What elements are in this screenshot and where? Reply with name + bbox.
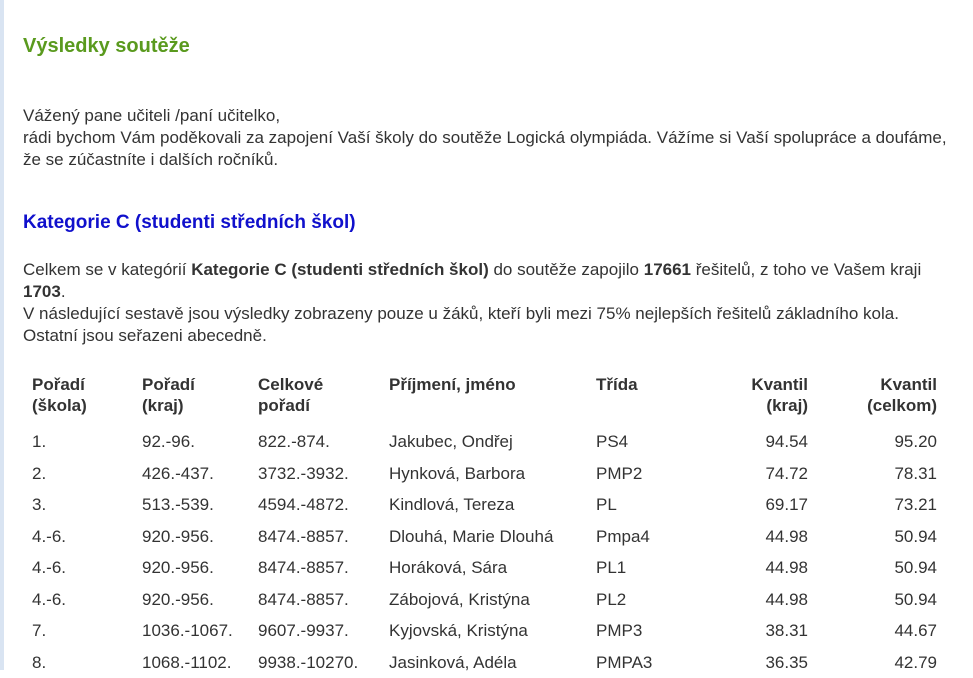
table-row — [23, 647, 946, 678]
results-body — [23, 426, 946, 678]
thanks-text: rádi bychom Vám poděkovali za zapojení Vaší školy do soutěže Logická olympiáda. Vážíme si Vaší spolupráce a doufáme, že se zúčastníte i dalších ročníků. — [23, 128, 947, 169]
cell-name: Dlouhá, Marie Dlouhá — [380, 521, 587, 553]
cell-quantile-total: 50.94 — [817, 521, 946, 553]
category-heading: Kategorie C (studenti středních škol) — [23, 212, 356, 234]
cell-quantile-total: 44.67 — [817, 615, 946, 647]
cell-class: PL — [587, 489, 702, 521]
cell-quantile-total: 50.94 — [817, 584, 946, 616]
cell-rank-region: 92.-96. — [133, 426, 249, 458]
cell-rank-school: 4.-6. — [23, 552, 133, 584]
cell-class: PMP2 — [587, 458, 702, 490]
cell-rank-region: 1036.-1067. — [133, 615, 249, 647]
cell-rank-overall: 3732.-3932. — [249, 458, 380, 490]
total-solvers: 17661 — [644, 260, 691, 279]
header-name: Příjmení, jméno — [380, 365, 587, 426]
summary-mid2: řešitelů, z toho ve Vašem kraji — [691, 260, 921, 279]
cell-quantile-region: 44.98 — [702, 521, 817, 553]
cell-rank-region: 426.-437. — [133, 458, 249, 490]
left-edge-border — [0, 0, 4, 670]
cell-name: Kyjovská, Kristýna — [380, 615, 587, 647]
cell-rank-region: 1068.-1102. — [133, 647, 249, 678]
cell-quantile-region: 36.35 — [702, 647, 817, 678]
header-rank-overall: Celkové pořadí — [249, 365, 380, 426]
cell-rank-overall: 822.-874. — [249, 426, 380, 458]
cell-quantile-region: 44.98 — [702, 584, 817, 616]
cell-quantile-total: 50.94 — [817, 552, 946, 584]
cell-class: PL1 — [587, 552, 702, 584]
cell-quantile-region: 69.17 — [702, 489, 817, 521]
cell-rank-overall: 9607.-9937. — [249, 615, 380, 647]
cell-rank-region: 920.-956. — [133, 552, 249, 584]
cell-name: Jasinková, Adéla — [380, 647, 587, 678]
cell-rank-school: 1. — [23, 426, 133, 458]
table-row — [23, 489, 946, 521]
cell-rank-overall: 4594.-4872. — [249, 489, 380, 521]
greeting: Vážený pane učiteli /paní učitelko, — [23, 106, 280, 125]
cell-class: PMP3 — [587, 615, 702, 647]
cell-rank-school: 3. — [23, 489, 133, 521]
cell-rank-overall: 8474.-8857. — [249, 552, 380, 584]
table-row — [23, 458, 946, 490]
cell-quantile-region: 74.72 — [702, 458, 817, 490]
cell-rank-school: 8. — [23, 647, 133, 678]
cell-quantile-total: 78.31 — [817, 458, 946, 490]
cell-rank-school: 7. — [23, 615, 133, 647]
cell-class: PL2 — [587, 584, 702, 616]
table-row — [23, 615, 946, 647]
table-row — [23, 521, 946, 553]
cell-quantile-region: 38.31 — [702, 615, 817, 647]
header-rank-region: Pořadí (kraj) — [133, 365, 249, 426]
cell-class: PS4 — [587, 426, 702, 458]
cell-quantile-total: 95.20 — [817, 426, 946, 458]
summary-note: V následující sestavě jsou výsledky zobrazeny pouze u žáků, kteří byli mezi 75% nejlepších řešitelů základního kola. Ostatní jsou seřazeni abecedně. — [23, 304, 899, 345]
header-rank-school: Pořadí (škola) — [23, 365, 133, 426]
cell-rank-school: 4.-6. — [23, 584, 133, 616]
summary-end: . — [61, 282, 66, 301]
header-quantile-region: Kvantil (kraj) — [702, 365, 817, 426]
summary-category: Kategorie C (studenti středních škol) — [191, 260, 489, 279]
cell-quantile-region: 94.54 — [702, 426, 817, 458]
intro-text — [23, 105, 958, 171]
region-solvers: 1703 — [23, 282, 61, 301]
cell-rank-school: 2. — [23, 458, 133, 490]
header-class: Třída — [587, 365, 702, 426]
cell-quantile-total: 42.79 — [817, 647, 946, 678]
cell-quantile-region: 44.98 — [702, 552, 817, 584]
cell-rank-overall: 8474.-8857. — [249, 521, 380, 553]
cell-rank-region: 920.-956. — [133, 584, 249, 616]
cell-name: Hynková, Barbora — [380, 458, 587, 490]
cell-rank-overall: 8474.-8857. — [249, 584, 380, 616]
results-table — [23, 365, 946, 678]
cell-name: Jakubec, Ondřej — [380, 426, 587, 458]
cell-class: PMPA3 — [587, 647, 702, 678]
table-header-row — [23, 365, 946, 426]
summary-mid: do soutěže zapojilo — [489, 260, 644, 279]
page-title: Výsledky soutěže — [23, 35, 190, 58]
cell-rank-school: 4.-6. — [23, 521, 133, 553]
cell-quantile-total: 73.21 — [817, 489, 946, 521]
cell-class: Pmpa4 — [587, 521, 702, 553]
cell-rank-overall: 9938.-10270. — [249, 647, 380, 678]
cell-rank-region: 513.-539. — [133, 489, 249, 521]
table-row — [23, 426, 946, 458]
cell-name: Kindlová, Tereza — [380, 489, 587, 521]
cell-name: Horáková, Sára — [380, 552, 587, 584]
table-row — [23, 552, 946, 584]
cell-rank-region: 920.-956. — [133, 521, 249, 553]
cell-name: Zábojová, Kristýna — [380, 584, 587, 616]
category-summary — [23, 259, 958, 347]
header-quantile-total: Kvantil (celkom) — [817, 365, 946, 426]
table-row — [23, 584, 946, 616]
summary-prefix: Celkem se v kategórií — [23, 260, 191, 279]
